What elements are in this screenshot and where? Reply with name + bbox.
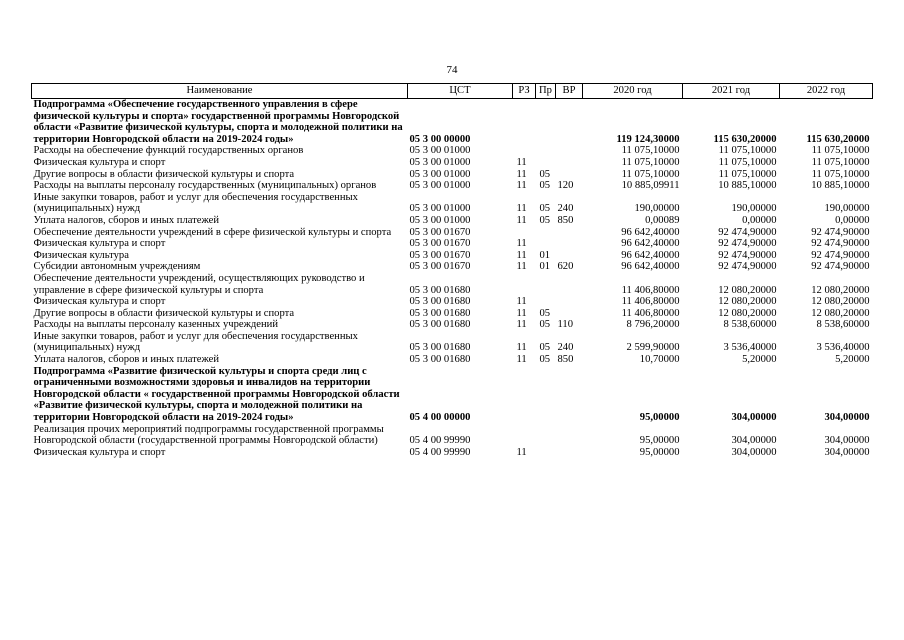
cell-rz: 11 [516,319,527,331]
cell-rz: 11 [516,296,527,308]
cell-pr [536,99,556,146]
cell-2020: 10 885,09911 [621,180,680,192]
cell-vr [556,424,583,447]
cell-vr: 240 [557,342,574,354]
cell-name: Субсидии автономным учреждениям [33,261,201,273]
cell-name: Обеспечение деятельности учреждений, осуществляющих руководство и управление в сфере физической культуры и спорта [33,272,365,296]
cell-name: Иные закупки товаров, работ и услуг для обеспечения государственных (муниципальных) нужд [33,191,358,215]
cell-cst: 05 3 00 01000 [409,214,471,226]
cell-pr: 05 [539,214,551,226]
cell-vr: 110 [557,319,573,331]
page-number: 74 [446,64,458,76]
cell-2021: 190,00000 [731,203,777,215]
cell-rz: 11 [516,168,527,180]
table-row [32,447,873,459]
cell-2020: 2 599,90000 [626,342,680,354]
cell-name: Физическая культура и спорт [33,446,166,458]
table-row [32,319,873,331]
cell-cst: 05 3 00 01680 [409,319,471,331]
table-row [32,169,873,181]
cell-cst: 05 3 00 01000 [409,168,471,180]
cell-cst: 05 3 00 01670 [409,261,471,273]
cell-vr [556,296,583,308]
header-pr: Пр [536,84,556,99]
cell-2022: 11 075,10000 [811,156,870,168]
cell-2020: 11 406,80000 [621,284,680,296]
cell-name: Другие вопросы в области физической культуры и спорта [33,168,295,180]
cell-2021: 10 885,10000 [718,180,777,192]
cell-2021: 92 474,90000 [718,238,777,250]
table-row [32,180,873,192]
cell-vr [556,145,583,157]
cell-name: Реализация прочих мероприятий подпрограммы государственной программы Новгородской области (государственной программы Новгородской области) [33,423,384,447]
header-rz: РЗ [513,84,536,99]
cell-name: Физическая культура и спорт [33,296,166,308]
cell-pr: 05 [539,342,551,354]
cell-2021: 92 474,90000 [718,226,777,238]
cell-rz: 11 [516,307,527,319]
table-row [32,424,873,447]
cell-pr: 05 [539,168,551,180]
cell-name: Уплата налогов, сборов и иных платежей [33,354,220,366]
table-row [32,296,873,308]
cell-vr [556,447,583,459]
cell-2022: 304,00000 [824,435,870,447]
cell-2022: 12 080,20000 [811,296,870,308]
cell-cst: 05 3 00 01680 [409,354,471,366]
cell-name: Иные закупки товаров, работ и услуг для обеспечения государственных (муниципальных) нужд [33,330,358,354]
cell-rz: 11 [516,214,527,226]
cell-vr [556,99,583,146]
cell-rz: 11 [516,249,527,261]
cell-vr [556,169,583,181]
cell-rz: 11 [516,342,527,354]
cell-2021: 304,00000 [731,412,777,424]
cell-vr [556,250,583,262]
cell-pr: 05 [539,307,551,319]
header-name: Наименование [32,84,408,99]
cell-2020: 0,00089 [645,214,680,226]
cell-2022: 5,20000 [835,354,870,366]
cell-2020: 11 075,10000 [621,156,680,168]
cell-name: Физическая культура и спорт [33,238,166,250]
cell-2022: 92 474,90000 [811,261,870,273]
cell-cst: 05 3 00 01680 [409,342,471,354]
cell-2022: 304,00000 [824,446,870,458]
cell-pr [536,273,556,296]
cell-2021: 11 075,10000 [718,168,777,180]
cell-2021: 92 474,90000 [718,249,777,261]
cell-name: Физическая культура [33,249,129,261]
cell-2020: 8 796,20000 [626,319,680,331]
cell-cst: 05 3 00 00000 [409,133,471,145]
cell-pr: 01 [539,261,551,273]
cell-vr: 850 [557,354,574,366]
cell-2022: 190,00000 [824,203,870,215]
cell-2022: 92 474,90000 [811,226,870,238]
cell-2022: 12 080,20000 [811,307,870,319]
table-row [32,354,873,366]
cell-cst: 05 3 00 01680 [409,296,471,308]
cell-2020: 11 406,80000 [621,296,680,308]
cell-name: Физическая культура и спорт [33,156,166,168]
cell-2021: 3 536,40000 [723,342,777,354]
cell-name: Другие вопросы в области физической культуры и спорта [33,307,295,319]
cell-2020: 96 642,40000 [621,249,680,261]
cell-2020: 96 642,40000 [621,226,680,238]
cell-2021: 115 630,20000 [713,133,777,145]
table-row [32,227,873,239]
cell-pr [536,366,556,424]
cell-name: Уплата налогов, сборов и иных платежей [33,214,220,226]
cell-rz: 11 [516,156,527,168]
cell-pr: 05 [539,319,551,331]
cell-2020: 190,00000 [634,203,680,215]
cell-2022: 11 075,10000 [811,145,870,157]
cell-name: Подпрограмма «Обеспечение государственного управления в сфере физической культуры и спорта» государственной программы Новгородской области «Развитие физической культуры, спорта и молодежной политики на территории Новгородской области на 2019-2024 годы» [33,99,403,145]
cell-cst: 05 3 00 01000 [409,145,471,157]
cell-cst: 05 3 00 01680 [409,284,471,296]
subprogram-row [32,366,873,424]
cell-2021: 12 080,20000 [718,307,777,319]
cell-rz [513,424,536,447]
cell-vr [556,238,583,250]
cell-pr [536,238,556,250]
cell-vr [556,308,583,320]
cell-cst: 05 3 00 01670 [409,249,471,261]
cell-name: Расходы на выплаты персоналу казенных учреждений [33,319,278,331]
table-row [32,145,873,157]
header-2021: 2021 год [683,84,780,99]
cell-pr [536,145,556,157]
cell-cst: 05 3 00 01670 [409,238,471,250]
cell-cst: 05 4 00 00000 [409,412,471,424]
cell-2022: 3 536,40000 [816,342,870,354]
cell-rz: 11 [516,354,527,366]
subprogram-row [32,99,873,146]
cell-2021: 11 075,10000 [718,156,777,168]
cell-vr: 850 [557,214,574,226]
cell-pr [536,447,556,459]
cell-2022: 115 630,20000 [806,133,870,145]
cell-rz [513,273,536,296]
cell-2022: 8 538,60000 [816,319,870,331]
table-row [32,331,873,354]
cell-2020: 10,70000 [639,354,680,366]
table-row [32,215,873,227]
cell-2020: 95,00000 [639,435,680,447]
cell-2021: 11 075,10000 [718,145,777,157]
cell-vr [556,157,583,169]
cell-2021: 0,00000 [742,214,777,226]
cell-2022: 10 885,10000 [811,180,870,192]
cell-name: Подпрограмма «Развитие физической культуры и спорта среди лиц с ограниченными возможностями здоровья и инвалидов на территории Новгородской области « государственной программы Новгородской области «Развитие физической культуры, спорта и молодежной политики на территории Новгородской области на 2019-2024 годы» [33,365,400,424]
cell-2021: 92 474,90000 [718,261,777,273]
cell-pr [536,296,556,308]
cell-vr [556,227,583,239]
cell-pr [536,157,556,169]
table-row [32,273,873,296]
header-cst: ЦСТ [408,84,513,99]
cell-rz [513,145,536,157]
cell-cst: 05 3 00 01000 [409,180,471,192]
cell-2022: 11 075,10000 [811,168,870,180]
cell-pr: 05 [539,203,551,215]
cell-cst: 05 3 00 01000 [409,203,471,215]
cell-rz [513,99,536,146]
cell-rz: 11 [516,180,527,192]
cell-cst: 05 4 00 99990 [409,446,471,458]
table-row [32,250,873,262]
cell-pr [536,424,556,447]
cell-cst: 05 4 00 99990 [409,435,471,447]
header-2022: 2022 год [780,84,873,99]
table-row [32,238,873,250]
cell-rz [513,227,536,239]
table-body [32,99,873,459]
cell-pr: 05 [539,354,551,366]
cell-pr [536,227,556,239]
cell-2021: 12 080,20000 [718,284,777,296]
cell-2021: 8 538,60000 [723,319,777,331]
cell-rz [513,366,536,424]
cell-2022: 92 474,90000 [811,238,870,250]
cell-2022: 92 474,90000 [811,249,870,261]
header-vr: ВР [556,84,583,99]
cell-name: Обеспечение деятельности учреждений в сфере физической культуры и спорта [33,226,392,238]
cell-pr: 05 [539,180,551,192]
cell-pr: 01 [539,249,551,261]
cell-rz: 11 [516,238,527,250]
cell-name: Расходы на обеспечение функций государственных органов [33,145,304,157]
cell-2020: 95,00000 [639,446,680,458]
cell-2021: 304,00000 [731,446,777,458]
cell-cst: 05 3 00 01680 [409,307,471,319]
cell-2021: 5,20000 [742,354,777,366]
cell-2022: 304,00000 [824,412,870,424]
cell-2020: 11 406,80000 [621,307,680,319]
cell-rz: 11 [516,261,527,273]
table-row [32,261,873,273]
cell-2021: 304,00000 [731,435,777,447]
cell-2020: 11 075,10000 [621,168,680,180]
table-row [32,192,873,215]
cell-vr: 120 [557,180,574,192]
header-2020: 2020 год [583,84,683,99]
cell-2022: 0,00000 [835,214,870,226]
budget-table [31,83,873,458]
cell-2020: 96 642,40000 [621,238,680,250]
cell-rz: 11 [516,446,527,458]
cell-2020: 11 075,10000 [621,145,680,157]
cell-rz: 11 [516,203,527,215]
cell-2020: 96 642,40000 [621,261,680,273]
cell-2020: 95,00000 [639,412,680,424]
cell-name: Расходы на выплаты персоналу государственных (муниципальных) органов [33,180,377,192]
cell-vr [556,273,583,296]
table-row [32,157,873,169]
cell-vr [556,366,583,424]
cell-2020: 119 124,30000 [616,133,680,145]
table-header-row [32,84,873,99]
table-row [32,308,873,320]
cell-vr: 620 [557,261,574,273]
cell-vr: 240 [557,203,574,215]
cell-2022: 12 080,20000 [811,284,870,296]
cell-2021: 12 080,20000 [718,296,777,308]
cell-cst: 05 3 00 01000 [409,156,471,168]
cell-cst: 05 3 00 01670 [409,226,471,238]
